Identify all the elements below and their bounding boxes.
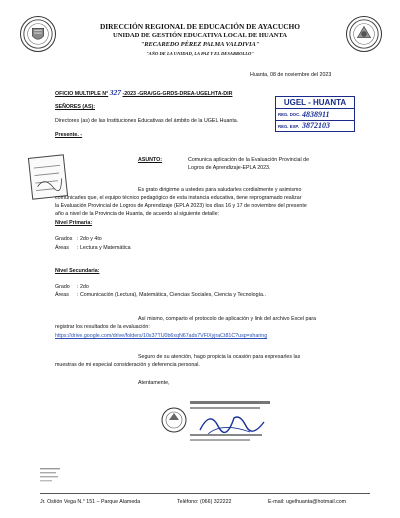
secondary-areas-value: : Comunicación (Lectura), Matemática, Ciencias Sociales, Ciencia y Tecnología.. <box>77 292 266 298</box>
subject-label: ASUNTO: <box>138 157 163 163</box>
oficio-prefix: OFICIO MULTIPLE N° <box>55 91 109 97</box>
stamp-reg-doc-value: 4838911 <box>302 110 330 119</box>
stamp-reg-exp-value: 3872103 <box>302 121 330 130</box>
oficio-suffix: -2023 -GRA/GG-GRDS-DREA-UGELHTA-DIR <box>122 91 233 97</box>
body-p3-line-1: Seguro de su atención, hago propicia la ocasión para expresarles las <box>138 354 301 360</box>
primary-areas-label: Áreas <box>55 245 69 251</box>
recipients-text: Directores (as) de las Instituciones Educativas del ámbito de la UGEL Huanta. <box>55 118 239 124</box>
header-line-4: "AÑO DE LA UNIDAD, LA PAZ Y EL DESARROLLO" <box>146 51 254 56</box>
footer-address: Jr. Ostión Vega N.° 151 – Parque Alameda <box>40 499 141 505</box>
subject-line-2: Logros de Aprendizaje-EPLA 2023. <box>188 165 271 171</box>
received-sticker <box>28 154 68 200</box>
official-seal-and-signature-icon <box>160 396 280 446</box>
secondary-title: Nivel Secundaria: <box>55 268 100 274</box>
body-p1-line-3: la Evaluación Provincial de Logros de Aprendizaje (EPLA 2023) los días 16 y 17 de noviembre del presente <box>55 203 307 209</box>
stamp-title: UGEL - HUANTA <box>276 97 354 109</box>
primary-grades-value: : 2do y 4to <box>77 236 102 242</box>
stamp-reg-doc-label: REG. DOC. <box>278 112 301 117</box>
primary-grades-label: Grados <box>55 236 73 242</box>
oficio-line <box>55 89 232 98</box>
reference-initials <box>40 466 62 482</box>
received-scribble-icon <box>29 155 67 198</box>
footer-email: E-mail: ugelhuanta@hotmail.com <box>268 499 347 505</box>
subject-line-1: Comunica aplicación de la Evaluación Provincial de <box>188 157 310 163</box>
secondary-grades-value: : 2do <box>77 284 89 290</box>
body-p1-line-1: Es grato dirigirme a ustedes para saludarles cordialmente y asimismo <box>138 187 302 193</box>
footer-phone: Teléfono: (066) 322222 <box>177 499 232 505</box>
header-line-1: DIRECCIÓN REGIONAL DE EDUCACIÓN DE AYACUCHO <box>99 22 301 31</box>
secondary-areas-label: Áreas <box>55 292 69 298</box>
stamp-reg-exp-label: REG. EXP. <box>278 124 299 129</box>
primary-areas-value: : Lectura y Matemática <box>77 245 131 251</box>
body-p2-line-1: Así mismo, comparto el protocolo de aplicación y link del archivo Excel para <box>138 316 317 322</box>
secondary-grades-label: Grado <box>55 284 70 290</box>
recipients-label: SEÑORES (AS): <box>55 104 96 110</box>
date-line: Huanta, 08 de noviembre del 2023 <box>250 72 332 78</box>
body-p2-line-2: registrar los resultados de la evaluación: <box>55 324 150 330</box>
closing-line: Atentamente, <box>138 380 170 386</box>
drive-link[interactable]: https://drive.google.com/drive/folders/10s37TU0b6xqN67ads7VFlXyjraCt81C?usp=sharing <box>55 333 268 339</box>
body-p1-line-2: comunicarles que, el equipo técnico pedagógico de esta instancia educativa, tiene reprogramado realizar <box>55 195 302 201</box>
header-line-2: UNIDAD DE GESTIÓN EDUCATIVA LOCAL DE HUANTA <box>112 32 288 39</box>
initials-scribble-icon <box>40 466 62 482</box>
footer-divider <box>40 493 370 494</box>
signature-block <box>160 396 280 446</box>
body-p1-line-4: año a nivel de la Provincia de Huanta, de acuerdo al siguiente detalle: <box>55 211 220 217</box>
body-p3-line-2: muestras de mi especial consideración y deferencia personal. <box>55 362 200 368</box>
primary-title: Nivel Primaria: <box>55 220 93 226</box>
oficio-number: 327 <box>109 88 121 97</box>
header-line-3: "RECAREDO PÉREZ PALMA VALDIVIA" <box>140 41 260 48</box>
present-line: Presente. - <box>55 132 83 138</box>
ugel-reception-stamp <box>275 96 355 132</box>
